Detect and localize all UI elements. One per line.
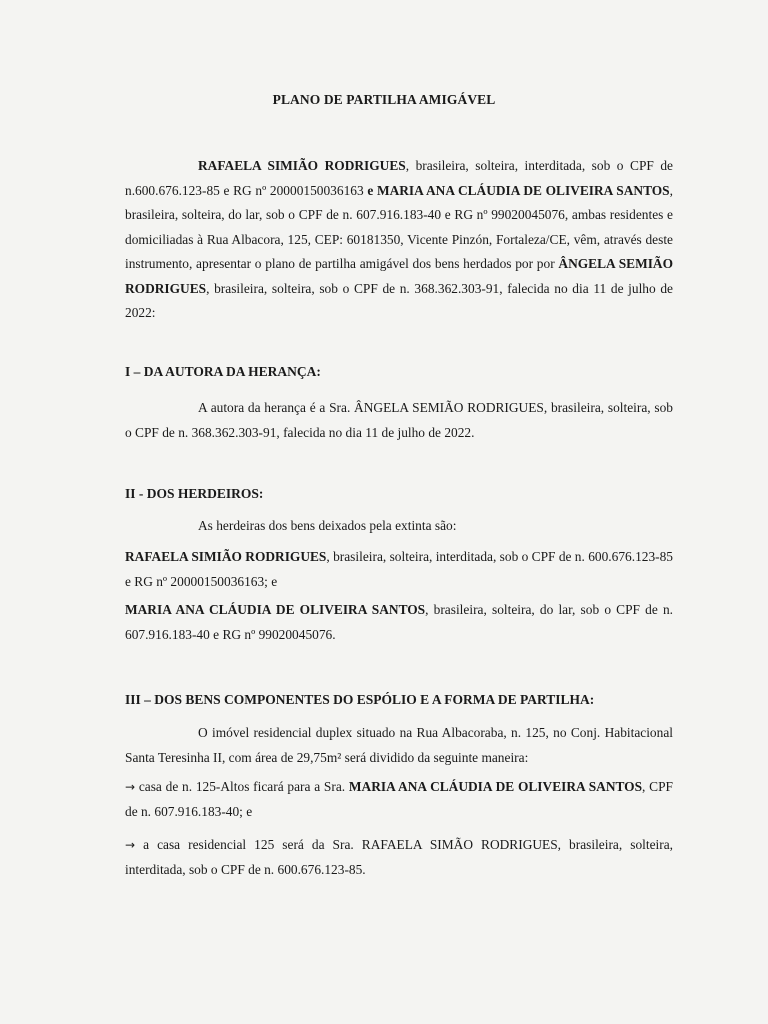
partition-item-1-tail: , CPF de n. 607.916.183-40; e (125, 779, 673, 819)
partition-item-2-text: a casa residencial 125 será da Sra. RAFAELA SIMÃO RODRIGUES, brasileira, solteira, interditada, sob o CPF de n. 600.676.123-85. (125, 837, 673, 877)
intro-conjunction: e (367, 182, 374, 198)
intro-text-1: , brasileira, solteira, interditada, sob o CPF de n.600.676.123-85 e RG nº 20000150036163 (125, 158, 673, 198)
intro-text-3: , brasileira, solteira, sob o CPF de n. 368.362.303-91, falecida no dia 11 de julho de 2022: (125, 280, 673, 320)
heir-2-paragraph (125, 598, 673, 647)
intro-text-2: , brasileira, solteira, do lar, sob o CPF de n. 607.916.183-40 e RG nº 99020045076, ambas residentes e domiciliadas à Rua Albacora, 125, CEP: 60181350, Vicente Pinzón, Fortaleza/CE, vêm, através deste instrumento, apresentar o plano de partilha amigável dos bens herdados por por (125, 182, 673, 271)
section-3-paragraph (125, 721, 673, 770)
section-2-intro (125, 514, 673, 539)
heir-1-paragraph (125, 545, 673, 594)
section-1-heading: I – DA AUTORA DA HERANÇA: (125, 364, 321, 379)
partition-item-1-name: MARIA ANA CLÁUDIA DE OLIVEIRA SANTOS (348, 779, 643, 794)
document-title: PLANO DE PARTILHA AMIGÁVEL (272, 92, 496, 107)
intro-paragraph (125, 154, 673, 326)
heir-1-name: RAFAELA SIMIÃO RODRIGUES (125, 549, 327, 564)
heir-2-text: , brasileira, solteira, do lar, sob o CPF de n. 607.916.183-40 e RG nº 99020045076. (125, 602, 674, 642)
section-2-heading: II - DOS HERDEIROS: (125, 486, 264, 501)
section-3-text: O imóvel residencial duplex situado na Rua Albacoraba, n. 125, no Conj. Habitacional Santa Teresinha II, com área de 29,75m² será dividido da seguinte maneira: (125, 725, 673, 765)
arrow-right-icon: → (125, 780, 136, 794)
heir-2-name: MARIA ANA CLÁUDIA DE OLIVEIRA SANTOS (125, 602, 426, 617)
deceased-name: ÂNGELA SEMIÃO RODRIGUES (125, 256, 674, 296)
partition-item-2 (125, 833, 673, 882)
partition-item-1-text: casa de n. 125-Altos ficará para a Sra. (135, 779, 349, 794)
arrow-right-icon: → (125, 838, 136, 852)
section-2-text: As herdeiras dos bens deixados pela extinta são: (198, 518, 457, 533)
heir-1-text: , brasileira, solteira, interditada, sob o CPF de n. 600.676.123-85 e RG nº 20000150036163; e (125, 549, 674, 589)
party-name-maria: MARIA ANA CLÁUDIA DE OLIVEIRA SANTOS (373, 182, 670, 198)
party-name-rafaela: RAFAELA SIMIÃO RODRIGUES (198, 158, 406, 173)
section-1-paragraph (125, 396, 673, 445)
section-1-text: A autora da herança é a Sra. ÂNGELA SEMIÃO RODRIGUES, brasileira, solteira, sob o CPF de n. 368.362.303-91, falecida no dia 11 de julho de 2022. (125, 400, 673, 440)
partition-item-1 (125, 775, 673, 824)
section-3-heading: III – DOS BENS COMPONENTES DO ESPÓLIO E A FORMA DE PARTILHA: (125, 692, 595, 707)
